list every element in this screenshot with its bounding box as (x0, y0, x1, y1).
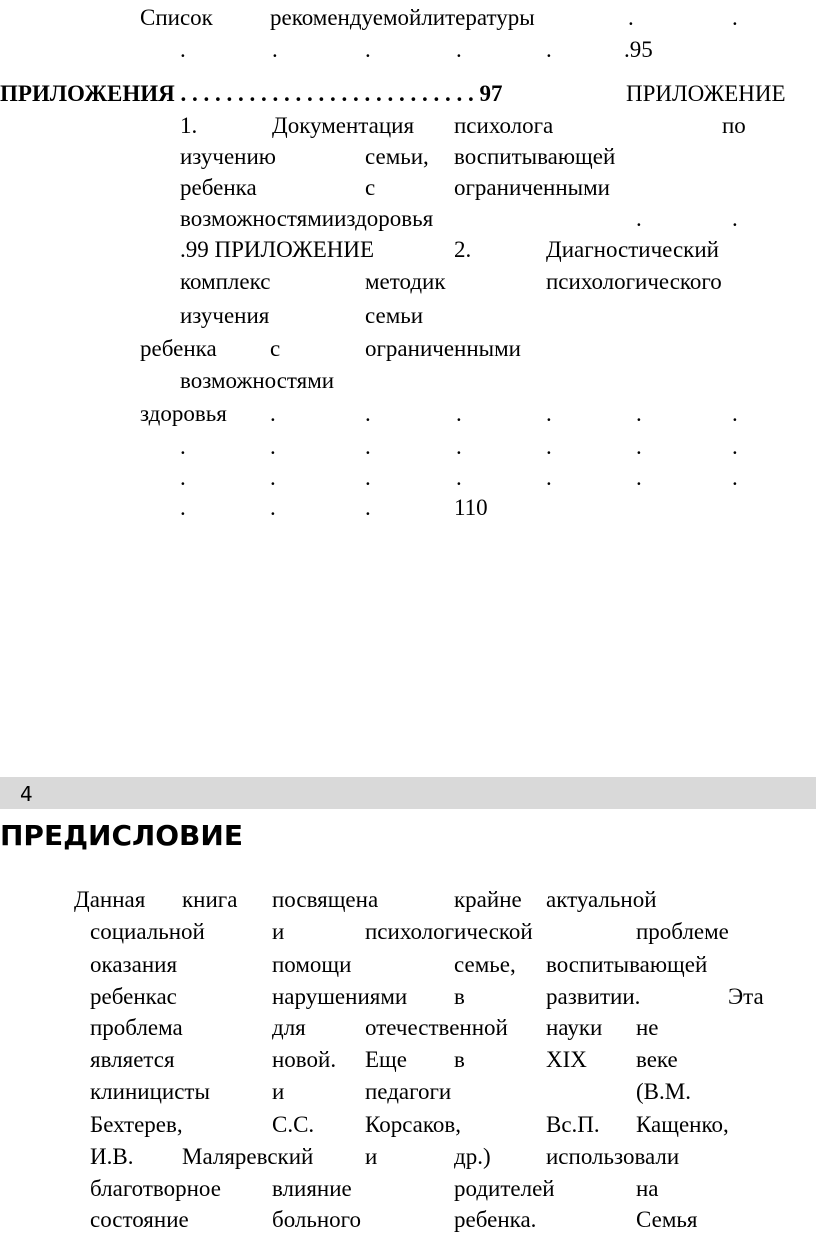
body-word: воспитывающей (546, 952, 708, 977)
body-word: ребенка. (454, 1207, 537, 1232)
body-word: влияние (272, 1176, 352, 1201)
toc-dot: . (546, 401, 552, 426)
toc-word: изучению (180, 144, 276, 169)
toc-dot: . (270, 434, 276, 459)
body-word: не (636, 1015, 659, 1040)
toc-word: .99 ПРИЛОЖЕНИЕ (180, 237, 375, 262)
body-word: книга (182, 887, 238, 912)
toc-dot: . (365, 401, 371, 426)
toc-word: ребенка (140, 336, 217, 361)
toc-page-ref: .95 (624, 37, 653, 62)
body-word: педагоги (365, 1079, 452, 1104)
toc-dot: . (636, 465, 642, 490)
toc-word: здоровья (140, 401, 227, 426)
toc-word: комплекс (180, 269, 271, 294)
toc-word: ограниченными (365, 336, 521, 361)
toc-dot: . (732, 434, 738, 459)
body-word: Данная (74, 887, 146, 912)
toc-word: Список (140, 5, 213, 30)
toc-dot: . (365, 495, 371, 520)
toc-word: семьи (365, 303, 424, 328)
body-word: Семья (636, 1207, 698, 1232)
toc-dot: . (365, 37, 371, 62)
toc-dot: . (546, 434, 552, 459)
toc-dot: . (636, 206, 642, 231)
body-word: и (365, 1144, 378, 1169)
body-word: веке (636, 1047, 678, 1072)
body-word: ребенкас (90, 984, 177, 1009)
body-word: Маляревский (182, 1144, 314, 1169)
body-word: для (272, 1015, 306, 1040)
toc-dot: . (456, 401, 462, 426)
body-word: Вс.П. (546, 1112, 600, 1137)
body-word: крайне (454, 887, 522, 912)
toc-word: семьи, (365, 144, 429, 169)
toc-dot: . (365, 434, 371, 459)
toc-dot: . (636, 434, 642, 459)
body-word: С.С. (272, 1112, 315, 1137)
toc-dot: . (732, 401, 738, 426)
body-word: благотворное (90, 1176, 221, 1201)
body-word: Эта (728, 984, 764, 1009)
toc-dot: . (732, 206, 738, 231)
toc-word: воспитывающей (454, 144, 616, 169)
page-number: 4 (20, 782, 33, 806)
body-word: (В.М. (636, 1079, 691, 1104)
toc-word: 1. (180, 113, 198, 138)
toc-dot: . (636, 401, 642, 426)
toc-word: ребенка (180, 175, 257, 200)
toc-dot: . (456, 37, 462, 62)
body-word: проблеме (636, 919, 729, 944)
toc-dot: . (270, 401, 276, 426)
body-word: семье, (454, 952, 516, 977)
toc-word: методик (365, 269, 446, 294)
toc-word: психолога (454, 113, 554, 138)
body-word: в (454, 1047, 465, 1072)
body-word: отечественной (365, 1015, 508, 1040)
toc-word: по (722, 113, 746, 138)
body-word: Кащенко, (636, 1112, 729, 1137)
toc-dot: . (180, 434, 186, 459)
toc-appendices-entry: ПРИЛОЖЕНИЯ . . . . . . . . . . . . . . . . . . . . . . . . . . 97 (0, 81, 503, 106)
body-word: И.В. (90, 1144, 134, 1169)
section-heading: ПРЕДИСЛОВИЕ (0, 819, 243, 852)
body-word: помощи (272, 952, 352, 977)
body-word: проблема (90, 1015, 183, 1040)
toc-word: 2. (454, 237, 472, 262)
body-word: новой. (272, 1047, 337, 1072)
body-word: на (636, 1176, 659, 1201)
toc-word: ПРИЛОЖЕНИЕ (626, 81, 786, 106)
body-word: др.) (454, 1144, 491, 1169)
toc-dot: . (456, 465, 462, 490)
body-word: использовали (546, 1144, 680, 1169)
body-word: XIX (546, 1047, 587, 1072)
toc-word: психологического (546, 269, 722, 294)
body-word: науки (546, 1015, 603, 1040)
body-word: Бехтерев, (90, 1112, 183, 1137)
body-word: оказания (90, 952, 178, 977)
toc-dot: . (272, 37, 278, 62)
toc-word: Диагностический (546, 237, 719, 262)
body-word: Корсаков, (365, 1112, 462, 1137)
body-word: является (90, 1047, 175, 1072)
toc-dot: . (732, 465, 738, 490)
body-word: посвящена (272, 887, 379, 912)
toc-dot: . (546, 465, 552, 490)
toc-word: возможностями (180, 368, 335, 393)
body-word: и (272, 1079, 285, 1104)
toc-dot: . (546, 37, 552, 62)
body-word: социальной (90, 919, 205, 944)
body-word: в (454, 984, 465, 1009)
body-word: нарушениями (272, 984, 408, 1009)
toc-dot: . (270, 495, 276, 520)
toc-dot: . (628, 5, 634, 30)
toc-dot: . (180, 465, 186, 490)
toc-word: изучения (180, 303, 270, 328)
toc-word: ограниченными (454, 175, 610, 200)
toc-word: возможностямииздоровья (180, 206, 434, 231)
toc-dot: . (180, 495, 186, 520)
body-word: родителей (454, 1176, 555, 1201)
page-footer-bar (0, 777, 816, 809)
toc-word: с (270, 336, 281, 361)
toc-dot: . (456, 434, 462, 459)
toc-dot: . (270, 465, 276, 490)
body-word: и (272, 919, 285, 944)
toc-word: с (365, 175, 376, 200)
body-word: больного (272, 1207, 362, 1232)
toc-page-ref: 110 (454, 495, 488, 520)
body-word: состояние (90, 1207, 189, 1232)
body-word: Еще (365, 1047, 407, 1072)
toc-dot: . (732, 5, 738, 30)
body-word: развитии. (546, 984, 641, 1009)
toc-word: Документация (272, 113, 415, 138)
body-word: психологической (365, 919, 533, 944)
toc-dot: . (365, 465, 371, 490)
toc-dot: . (180, 37, 186, 62)
toc-word: рекомендуемойлитературы (270, 5, 535, 30)
body-word: актуальной (546, 887, 657, 912)
body-word: клиницисты (90, 1079, 210, 1104)
